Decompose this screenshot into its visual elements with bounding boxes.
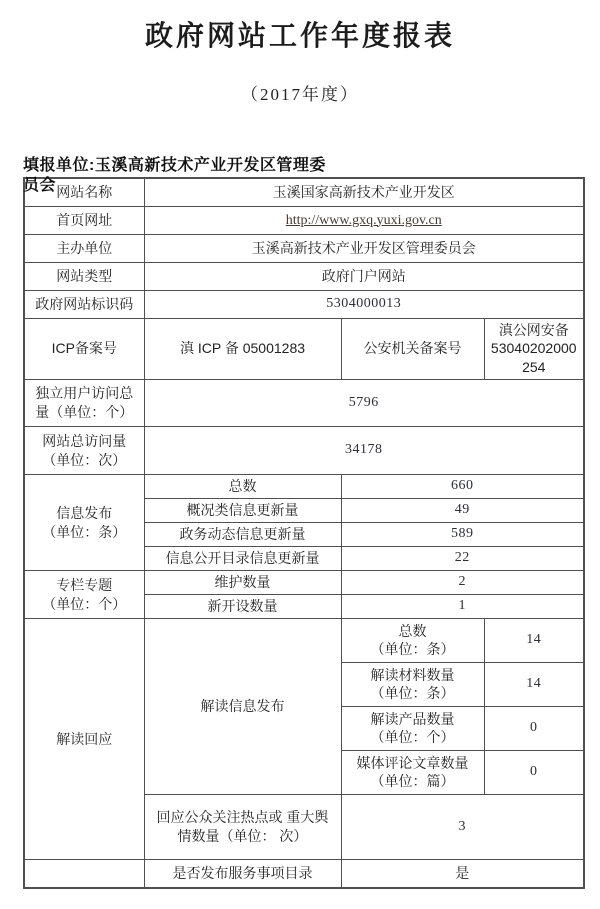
report-year: （2017年度） (241, 85, 359, 104)
homepage-url-label: 首页网址 (24, 206, 144, 234)
site-type-label: 网站类型 (24, 262, 144, 290)
row-columns-maintained (24, 571, 584, 595)
hotspot-response-value: 3 (341, 794, 584, 859)
empty-cell (24, 859, 144, 888)
report-page (0, 14, 600, 909)
organizer-value: 玉溪高新技术产业开发区管理委员会 (144, 234, 584, 262)
organizer-label: 主办单位 (24, 234, 144, 262)
info-overview-value: 49 (341, 499, 584, 523)
row-total-visits (24, 427, 584, 475)
special-columns-unit: （单位：个） (42, 595, 127, 612)
info-publish-unit: （单位：条） (42, 523, 127, 540)
info-dynamics-value: 589 (341, 523, 584, 547)
row-service-catalog (24, 859, 584, 888)
page-title: 政府网站工作年度报表 (144, 21, 455, 52)
info-total-value: 660 (341, 475, 584, 499)
police-record-label: 公安机关备案号 (341, 318, 484, 380)
row-icp (24, 318, 584, 380)
unique-visitors-value: 5796 (144, 380, 584, 427)
report-table (23, 177, 585, 889)
interp-products-label: 解读产品数量 （单位：个） (341, 706, 484, 750)
interp-media-label: 媒体评论文章数量 （单位：篇） (341, 750, 484, 794)
hotspot-response-label: 回应公众关注热点或 重大舆情数量（单位： 次） (144, 794, 341, 859)
interp-products-value: 0 (484, 706, 584, 750)
info-total-label: 总数 (144, 475, 341, 499)
site-type-value: 政府门户网站 (144, 262, 584, 290)
row-info-publish-total (24, 475, 584, 499)
homepage-url-link[interactable]: http://www.gxq.yuxi.gov.cn (285, 212, 442, 228)
site-id-code-label: 政府网站标识码 (24, 290, 144, 318)
site-name-label: 网站名称 (24, 178, 144, 206)
police-record-value: 滇公网安备 53040202000254 (484, 318, 584, 380)
interp-media-value: 0 (484, 750, 584, 794)
special-columns-section-label: 专栏专题 （单位：个） (24, 571, 144, 619)
filing-unit-label: 填报单位:玉溪高新技术产业开发区管理委员会 (23, 157, 326, 194)
columns-new-label: 新开设数量 (144, 595, 341, 619)
total-visits-label: 网站总访问量 （单位：次） (24, 427, 144, 475)
interp-products-unit: （单位：个） (370, 729, 455, 746)
columns-maintained-label: 维护数量 (144, 571, 341, 595)
row-site-id-code (24, 290, 584, 318)
interp-publish-label: 解读信息发布 (144, 618, 341, 794)
total-visits-value: 34178 (144, 427, 584, 475)
interp-total-label: 总数 （单位：条） (341, 618, 484, 662)
info-directory-value: 22 (341, 547, 584, 571)
row-site-type (24, 262, 584, 290)
site-id-code-value: 5304000013 (144, 290, 584, 318)
unique-visitors-label: 独立用户访问总量（单位：个） (24, 380, 144, 427)
interp-materials-value: 14 (484, 662, 584, 706)
columns-maintained-value: 2 (341, 571, 584, 595)
interp-total-unit: （单位：条） (370, 641, 455, 658)
icp-label: ICP备案号 (24, 318, 144, 380)
row-site-name (24, 178, 584, 206)
info-directory-label: 信息公开目录信息更新量 (144, 547, 341, 571)
row-homepage-url (24, 206, 584, 234)
total-visits-unit: （单位：次） (42, 451, 127, 468)
info-dynamics-label: 政务动态信息更新量 (144, 523, 341, 547)
interp-media-unit: （单位：篇） (370, 773, 455, 790)
site-name-value: 玉溪国家高新技术产业开发区 (144, 178, 584, 206)
icp-value: 滇 ICP 备 05001283 (144, 318, 341, 380)
row-interp-total (24, 618, 584, 662)
homepage-url-cell (144, 206, 584, 234)
interpretation-section-label: 解读回应 (24, 618, 144, 859)
service-catalog-label: 是否发布服务事项目录 (144, 859, 341, 888)
interp-materials-label: 解读材料数量 （单位：条） (341, 662, 484, 706)
info-publish-section-label: 信息发布 （单位：条） (24, 475, 144, 571)
service-catalog-value: 是 (341, 859, 584, 888)
interp-total-value: 14 (484, 618, 584, 662)
row-unique-visitors (24, 380, 584, 427)
interp-materials-unit: （单位：条） (370, 685, 455, 702)
row-organizer (24, 234, 584, 262)
info-overview-label: 概况类信息更新量 (144, 499, 341, 523)
columns-new-value: 1 (341, 595, 584, 619)
